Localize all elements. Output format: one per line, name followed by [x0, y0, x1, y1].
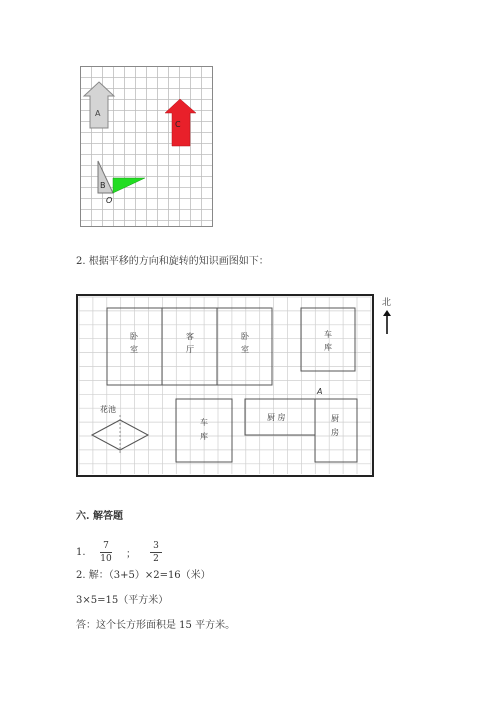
living-label-bottom: 厅: [186, 345, 194, 354]
kitchen-2-label-bottom: 房: [331, 428, 339, 437]
kitchen-2-label-top: 厨: [331, 414, 339, 423]
fraction-1-denominator: 10: [100, 554, 112, 564]
answer-1: [76, 541, 162, 564]
label-c: C: [175, 120, 181, 129]
bedroom-1-label-bottom: 室: [130, 345, 138, 354]
section-6-title: 六. 解答题: [76, 511, 123, 522]
figure-2-floor-plan: [76, 294, 376, 478]
label-o: O: [106, 196, 113, 205]
answer-2-line-1: 2. 解：（3+5）×2=16（米）: [76, 570, 211, 581]
answer-1-separator: ；: [126, 549, 136, 560]
bedroom-1-label-top: 卧: [130, 332, 138, 341]
bedroom-2-label-bottom: 室: [241, 345, 249, 354]
north-label: 北: [382, 298, 392, 308]
answer-1-number: 1.: [76, 547, 86, 558]
garden-label: 花池: [100, 405, 116, 414]
fraction-2-numerator: 3: [153, 541, 159, 551]
north-arrow-icon: [382, 310, 392, 334]
garage-1-label-top: 车: [324, 330, 332, 339]
garage-1-label-bottom: 库: [324, 343, 332, 352]
bedroom-2-label-top: 卧: [241, 332, 249, 341]
garage-2-label-top: 车: [200, 418, 208, 427]
label-b: B: [100, 181, 106, 190]
fraction-7-10: [100, 541, 112, 564]
living-label-top: 客: [186, 332, 194, 341]
label-a: A: [95, 109, 101, 118]
green-triangle: [113, 178, 145, 193]
fraction-1-numerator: 7: [103, 541, 109, 551]
section-2-intro: 2. 根据平移的方向和旋转的知识画图如下：: [76, 256, 269, 267]
garage-2-label-bottom: 库: [200, 432, 208, 441]
fraction-2-denominator: 2: [153, 554, 159, 564]
fraction-3-2: [150, 541, 162, 564]
figure-1-grid: [80, 66, 214, 228]
kitchen-1-label: 厨 房: [267, 413, 286, 422]
answer-2-line-2: 3×5=15（平方米）: [76, 595, 169, 606]
answer-2-line-3: 答：这个长方形面积是 15 平方米。: [76, 620, 236, 631]
point-a-label: A: [317, 387, 323, 396]
